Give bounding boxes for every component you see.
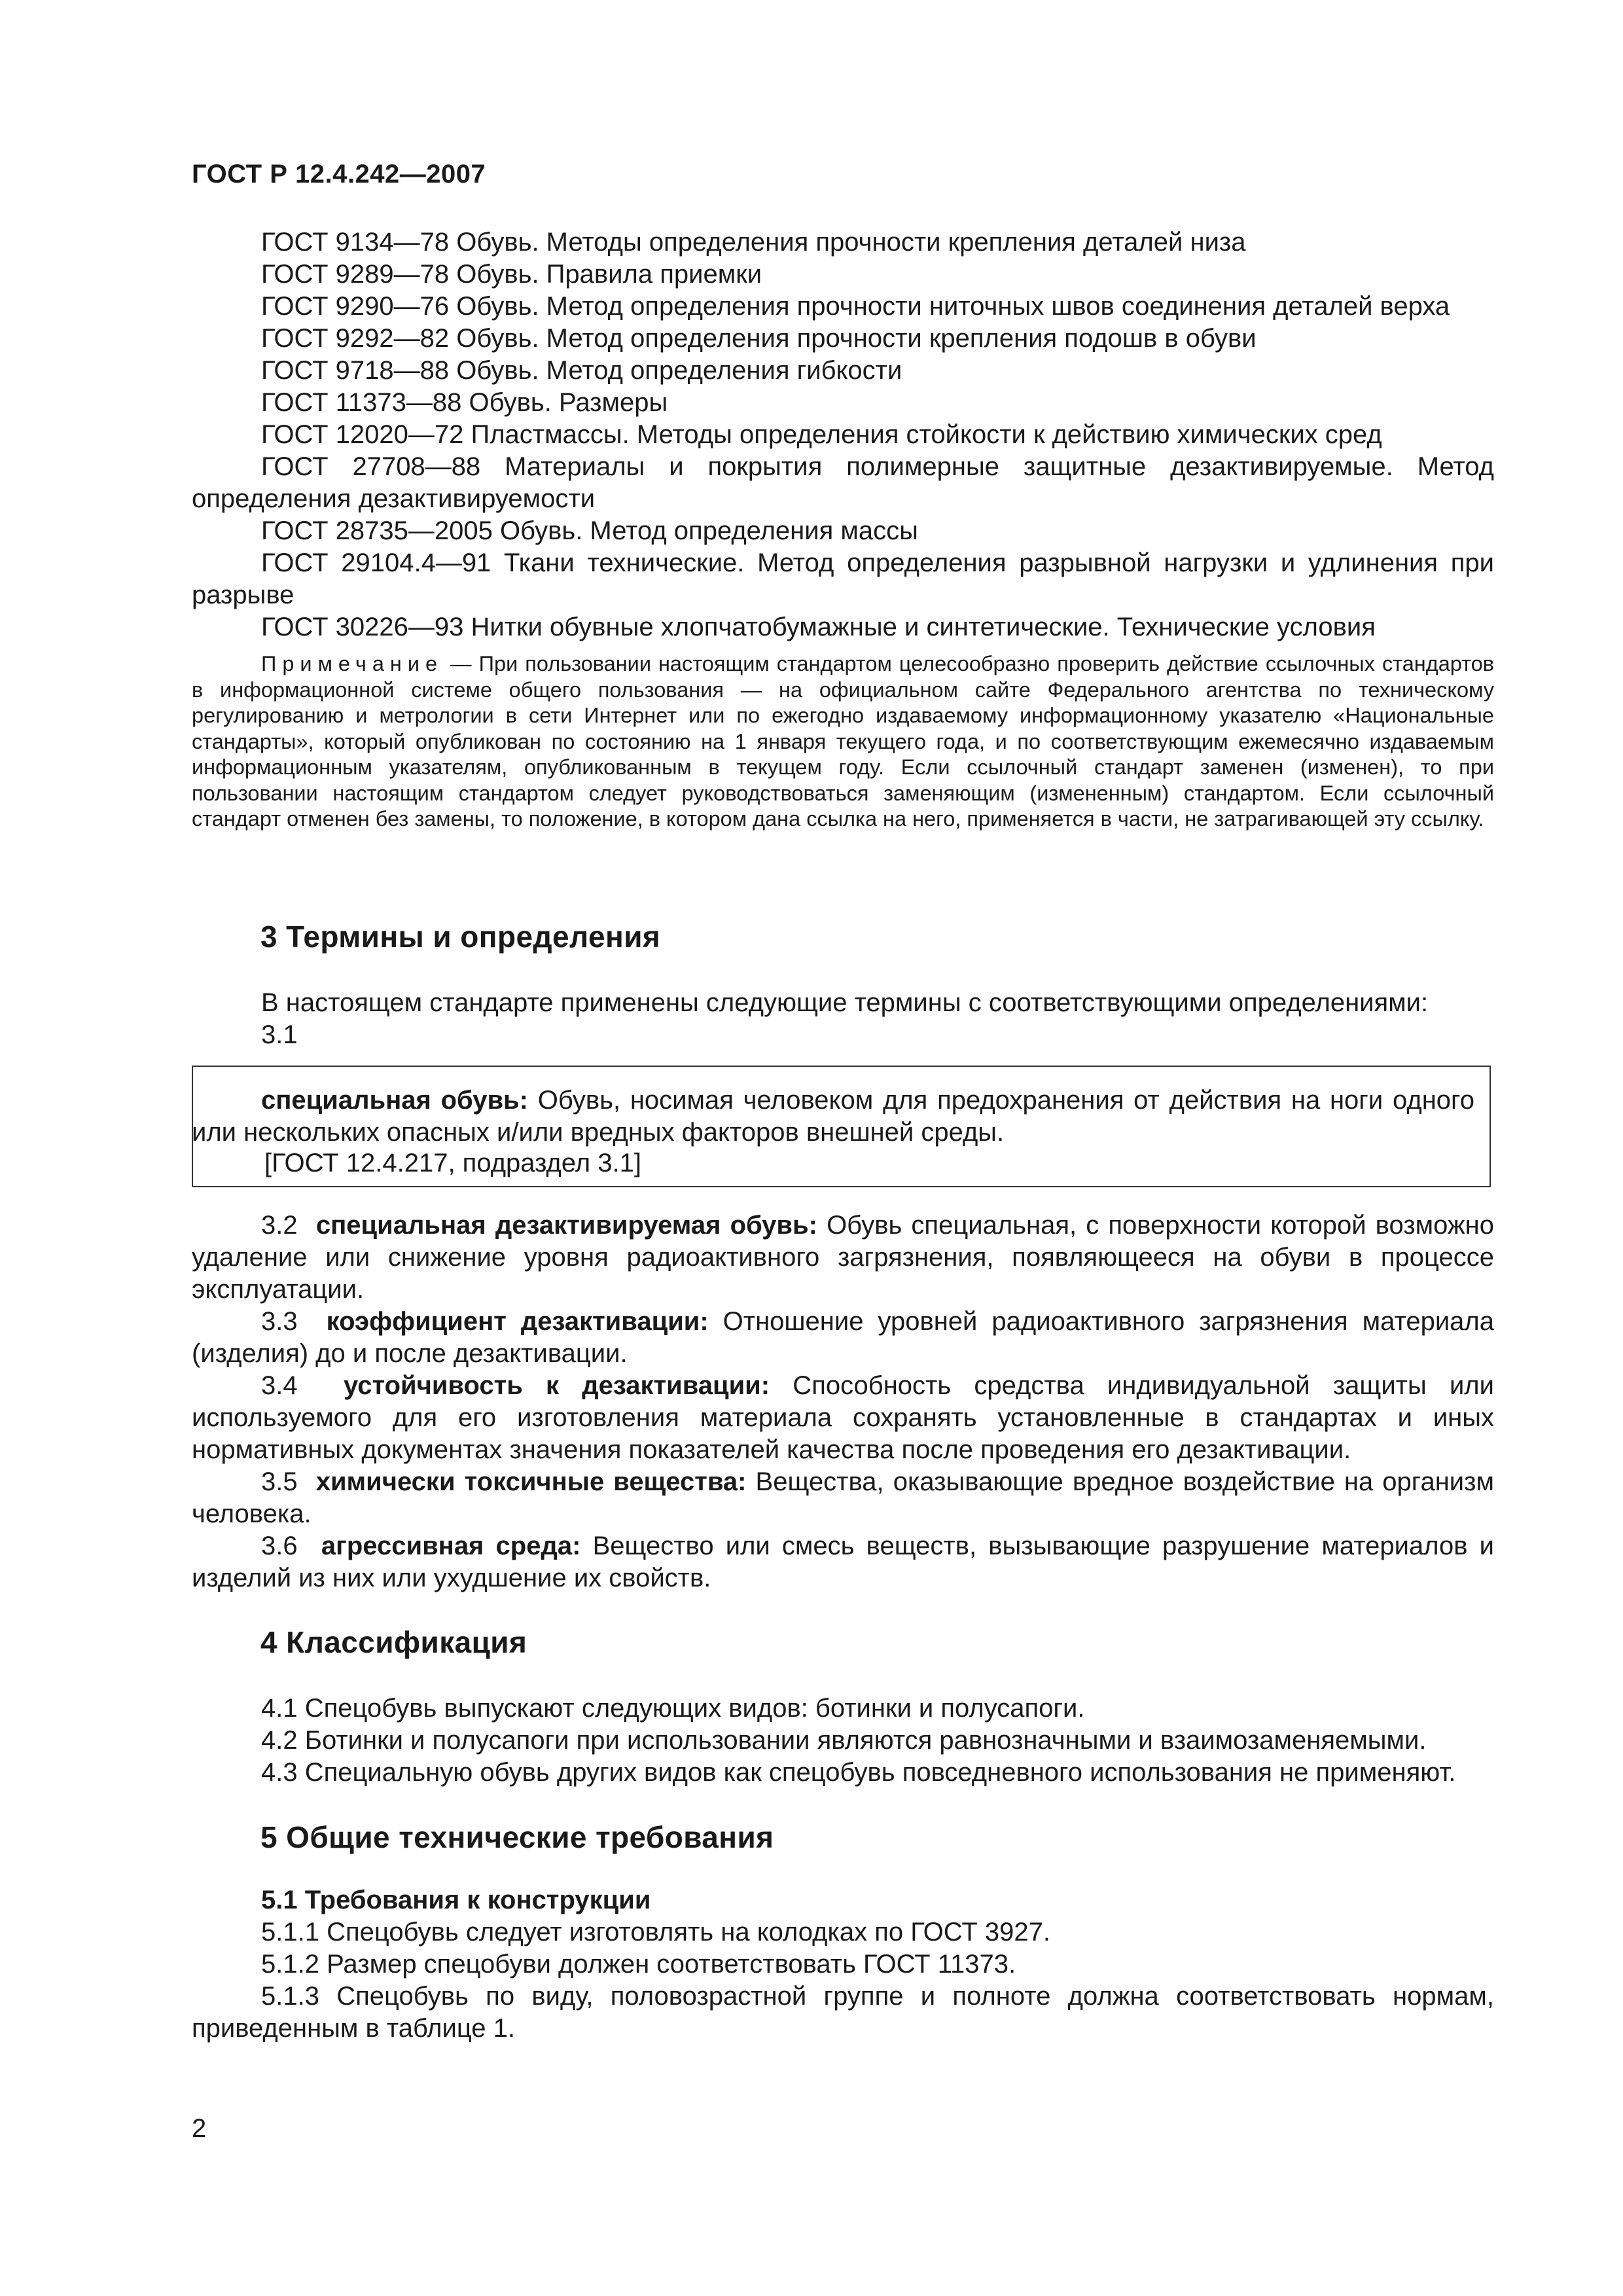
classification-item: 4.3 Специальную обувь других видов как спецобувь повседневного использования не применяют. [261, 1758, 1456, 1787]
term-entry [192, 1370, 1494, 1466]
subsection-title: 5.1 Требования к конструкции [261, 1886, 651, 1914]
normative-references-list [192, 226, 1494, 643]
term-number-3-1: 3.1 [261, 1020, 298, 1049]
reference-item: ГОСТ 30226—93 Нитки обувные хлопчатобумажные и синтетические. Технические условия [261, 613, 1376, 641]
term-number: 3.5 [261, 1467, 298, 1496]
term-name: коэффициент дезактивации: [326, 1307, 709, 1336]
intro-text: В настоящем стандарте применены следующие термины с соответствующими определениями: [261, 988, 1429, 1017]
section-4-heading: 4 Классификация [260, 1625, 527, 1659]
classification-item: 4.1 Спецобувь выпускают следующих видов: ботинки и полусапоги. [261, 1694, 1085, 1723]
term-definition: Отношение уровней радиоактивного загрязнения материала (изделия) до и после дезактивации. [192, 1307, 1494, 1368]
section-5-content [192, 1884, 1494, 2045]
term-name: устойчивость к дезактивации: [344, 1371, 770, 1400]
term-number: 3.4 [261, 1371, 298, 1400]
term-definition: Вещества, оказывающие вредное воздействие на организм человека. [192, 1467, 1494, 1528]
reference-item: ГОСТ 29104.4—91 Ткани технические. Метод определения разрывной нагрузки и удлинения при разрыве [192, 548, 1494, 609]
requirement-item: 5.1.1 Спецобувь следует изготовлять на колодках по ГОСТ 3927. [261, 1918, 1050, 1946]
term-entry [192, 1530, 1494, 1594]
subsection-5-1-heading [192, 1884, 1494, 1916]
term-entry [192, 1466, 1494, 1530]
reference-item: ГОСТ 9292—82 Обувь. Метод определения прочности крепления подошв в обуви [261, 324, 1257, 353]
term-definition: Способность средства индивидуальной защиты или используемого для его изготовления материала сохранять установленные в стандартах и иных нормативных документах значения показателей качества после проведения его дезактивации. [192, 1371, 1494, 1464]
term-number: 3.3 [261, 1307, 298, 1336]
section-5-heading: 5 Общие технические требования [260, 1820, 774, 1854]
terms-list [192, 1210, 1494, 1594]
note-text: — При пользовании настоящим стандартом целесообразно проверить действие ссылочных стандартов в информационной системе общего пользования — на официальном сайте Федерального агентства по техническому регулированию и метрологии в сети Интернет или по ежегодно издаваемому информационному указателю «Национальные стандарты», который опубликован по состоянию на 1 января текущего года, и по соответствующим ежемесячно издаваемым информационным указателям, опубликованным в текущем году. Если ссылочный стандарт заменен (изменен), то при пользовании настоящим стандартом следует руководствоваться заменяющим (измененным) стандартом. Если ссылочный стандарт отменен без замены, то положение, в котором дана ссылка на него, применяется в части, не затрагивающей эту ссылку. [192, 652, 1494, 831]
boxed-source: [ГОСТ 12.4.217, подраздел 3.1] [264, 1149, 641, 1177]
section-3-heading: 3 Термины и определения [260, 920, 661, 954]
page-number: 2 [192, 2114, 207, 2143]
requirement-item: 5.1.2 Размер спецобуви должен соответствовать ГОСТ 11373. [261, 1950, 1016, 1979]
term-definition: Обувь специальная, с поверхности которой возможно удаление или снижение уровня радиоактивного загрязнения, появляющееся на обуви в процессе эксплуатации. [192, 1211, 1494, 1304]
boxed-term: специальная обувь: [261, 1086, 528, 1115]
boxed-definition: Обувь, носимая человеком для предохранения от действия на ноги одного или нескольких опасных и/или вредных факторов внешней среды. [192, 1086, 1475, 1147]
document-code-header: ГОСТ Р 12.4.242—2007 [192, 160, 486, 188]
reference-item: ГОСТ 11373—88 Обувь. Размеры [261, 388, 668, 417]
term-definition: Вещество или смесь веществ, вызывающие разрушение материалов и изделий из них или ухудшение их свойств. [192, 1532, 1494, 1592]
requirement-item: 5.1.3 Спецобувь по виду, половозрастной группе и полноте должна соответствовать нормам, приведенным в таблице 1. [192, 1982, 1494, 2043]
reference-item: ГОСТ 27708—88 Материалы и покрытия полимерные защитные дезактивируемые. Метод определения дезактивируемости [192, 452, 1494, 513]
reference-item: ГОСТ 9134—78 Обувь. Методы определения прочности крепления деталей низа [261, 228, 1246, 257]
term-entry [192, 1210, 1494, 1306]
term-number: 3.6 [261, 1532, 298, 1560]
section-3-intro [192, 987, 1494, 1051]
note-paragraph [192, 651, 1494, 833]
classification-item: 4.2 Ботинки и полусапоги при использовании являются равнозначными и взаимозаменяемыми. [261, 1726, 1427, 1755]
reference-item: ГОСТ 9290—76 Обувь. Метод определения прочности ниточных швов соединения деталей верха [261, 292, 1450, 321]
reference-item: ГОСТ 9289—78 Обувь. Правила приемки [261, 260, 762, 289]
term-entry [192, 1306, 1494, 1370]
term-number: 3.2 [261, 1211, 298, 1240]
note-label: Примечание [261, 652, 444, 675]
reference-item: ГОСТ 12020—72 Пластмассы. Методы определения стойкости к действию химических сред [261, 420, 1382, 449]
reference-item: ГОСТ 9718—88 Обувь. Метод определения гибкости [261, 356, 902, 385]
quoted-definition-text [192, 1085, 1474, 1149]
section-4-list [192, 1693, 1494, 1789]
reference-item: ГОСТ 28735—2005 Обувь. Метод определения массы [261, 516, 918, 545]
term-name: агрессивная среда: [321, 1532, 581, 1560]
term-name: химически токсичные вещества: [315, 1467, 747, 1496]
term-name: специальная дезактивируемая обувь: [315, 1211, 817, 1240]
